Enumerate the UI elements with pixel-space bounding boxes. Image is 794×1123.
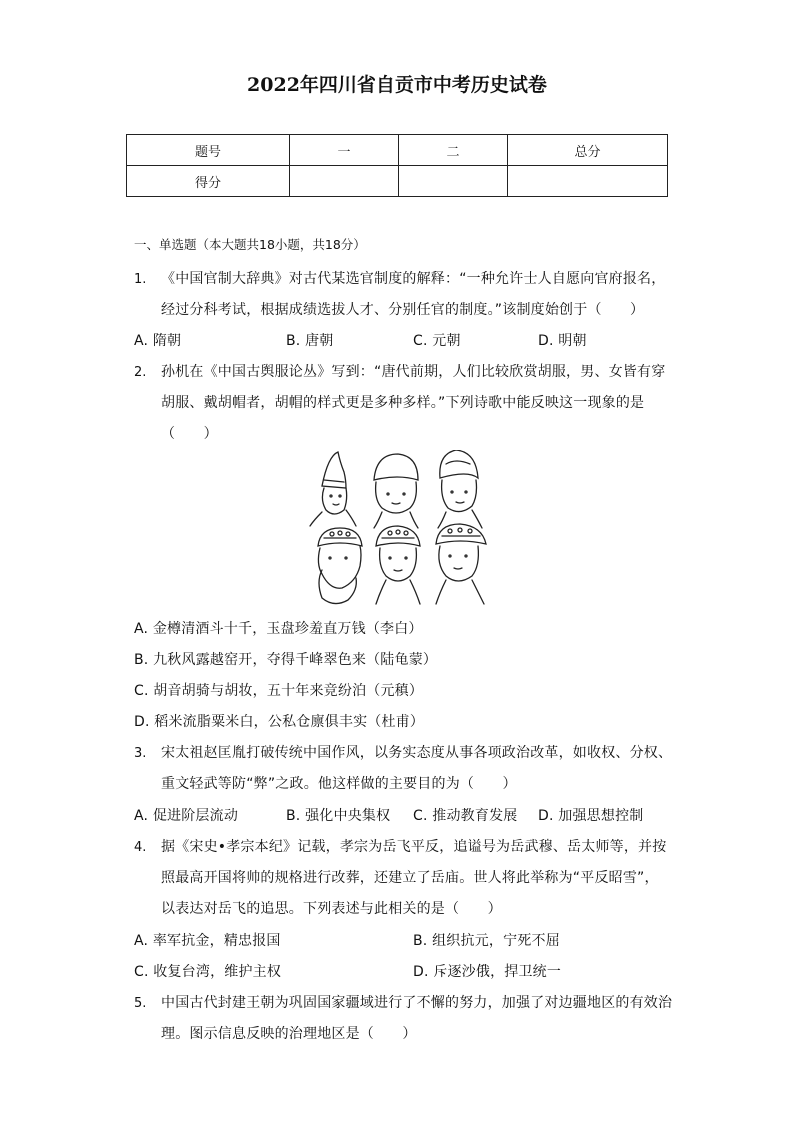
option-d: D. 斥逐沙俄，捍卫统一	[413, 964, 562, 980]
option-b: B. 唐朝	[286, 333, 334, 349]
option-c: C. 收复台湾，维护主权	[134, 964, 282, 980]
question-text-line: 重文轻武等防“弊”之政。他这样做的主要目的为（ ）	[161, 776, 517, 792]
option-a: A. 金樽清酒斗十千，玉盘珍羞直万钱（李白）	[134, 621, 423, 637]
question-text-line: 孙机在《中国古舆服论丛》写到：“唐代前期，人们比较欣赏胡服，男、女皆有穿	[161, 364, 666, 380]
question-text-line: 宋太祖赵匡胤打破传统中国作风，以务实态度从事各项政治改革，如收权、分权、	[161, 745, 673, 761]
option-c: C. 推动教育发展	[413, 808, 518, 824]
score-cell: 题号	[127, 135, 290, 166]
score-blank	[508, 166, 668, 197]
question-text-line: 中国古代封建王朝为巩固国家疆域进行了不懈的努力，加强了对边疆地区的有效治	[161, 995, 673, 1011]
score-table-row	[127, 166, 668, 197]
figure-head-3	[438, 450, 482, 528]
option-c: C. 元朝	[413, 333, 461, 349]
question-text-line: 照最高开国将帅的规格进行改葬，还建立了岳庙。世人将此举称为“平反昭雪”，	[161, 870, 659, 886]
hu-hats-illustration	[300, 450, 495, 610]
question-text-line: 据《宋史•孝宗本纪》记载，孝宗为岳飞平反，追谥号为岳武穆、岳太师等，并按	[161, 839, 667, 855]
option-a: A. 率军抗金，精忠报国	[134, 933, 281, 949]
question-number: 3.	[134, 746, 147, 761]
section-heading: 一、单选题（本大题共18小题，共18分）	[134, 237, 366, 252]
question-text-line: 经过分科考试，根据成绩选拔人才、分别任官的制度。”该制度始创于（ ）	[161, 302, 645, 318]
question-number: 4.	[134, 840, 147, 855]
score-row-label: 得分	[127, 166, 290, 197]
option-d: D. 加强思想控制	[538, 808, 644, 824]
question-number: 1.	[134, 272, 147, 287]
option-d: D. 明朝	[538, 333, 587, 349]
option-d: D. 稻米流脂粟米白，公私仓廪俱丰实（杜甫）	[134, 714, 425, 730]
option-a: A. 促进阶层流动	[134, 808, 239, 824]
score-table	[126, 134, 668, 197]
question-number: 5.	[134, 996, 147, 1011]
question-text-line: 理。图示信息反映的治理地区是（ ）	[161, 1026, 417, 1042]
score-table-header-row	[127, 135, 668, 166]
question-text-line: 以表达对岳飞的追思。下列表述与此相关的是（ ）	[161, 901, 502, 917]
option-a: A. 隋朝	[134, 333, 182, 349]
option-b: B. 九秋风露越窑开，夺得千峰翠色来（陆龟蒙）	[134, 652, 438, 668]
figure-head-1	[310, 452, 356, 526]
figure-head-4	[318, 528, 362, 604]
score-blank	[399, 166, 508, 197]
question-text-line: 胡服、戴胡帽者，胡帽的样式更是多种多样。”下列诗歌中能反映这一现象的是	[161, 395, 645, 411]
figure-head-5	[376, 526, 420, 604]
score-cell: 二	[399, 135, 508, 166]
figure-head-2	[374, 454, 418, 528]
score-cell: 一	[290, 135, 399, 166]
score-cell: 总分	[508, 135, 668, 166]
option-b: B. 强化中央集权	[286, 808, 391, 824]
option-b: B. 组织抗元，宁死不屈	[413, 933, 560, 949]
option-c: C. 胡音胡骑与胡妆，五十年来竞纷泊（元稹）	[134, 683, 424, 699]
figure-head-6	[436, 524, 486, 604]
page-title: 2022年四川省自贡市中考历史试卷	[247, 74, 547, 96]
question-text-line: 《中国官制大辞典》对古代某选官制度的解释：“一种允许士人自愿向官府报名，	[161, 271, 666, 287]
score-blank	[290, 166, 399, 197]
question-number: 2.	[134, 365, 147, 380]
question-text-line: （ ）	[161, 426, 218, 442]
